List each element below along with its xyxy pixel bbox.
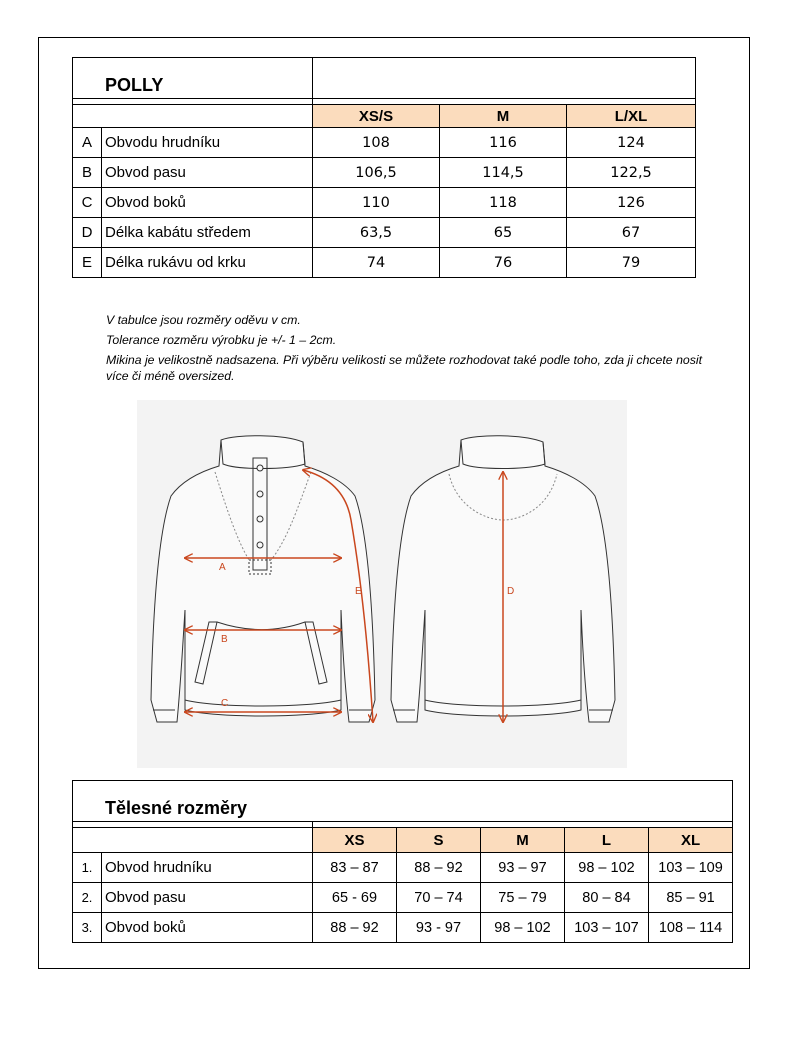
row-number: 3. (73, 913, 102, 943)
row-value: 126 (567, 188, 696, 218)
body-size-table (72, 780, 733, 943)
body-table-title: Tělesné rozměry (73, 781, 733, 822)
note-line-3: Mikina je velikostně nadsazena. Při výběru velikosti se můžete rozhodovat také podle toho, zda ji chcete nosit více či méně oversized. (106, 353, 703, 383)
size-header-xs-s: XS/S (313, 105, 440, 128)
row-label: Délka kabátu středem (102, 218, 313, 248)
row-letter: E (73, 248, 102, 278)
row-value: 80 – 84 (565, 883, 649, 913)
row-value: 122,5 (567, 158, 696, 188)
product-title: POLLY (73, 58, 313, 99)
size-header-l-xl: L/XL (567, 105, 696, 128)
size-header-s: S (397, 828, 481, 853)
row-value: 118 (440, 188, 567, 218)
row-value: 98 – 102 (565, 853, 649, 883)
row-value: 75 – 79 (481, 883, 565, 913)
row-value: 103 – 107 (565, 913, 649, 943)
garment-technical-drawing (137, 400, 627, 768)
row-letter: C (73, 188, 102, 218)
row-value: 98 – 102 (481, 913, 565, 943)
table-row (73, 248, 696, 278)
row-value: 116 (440, 128, 567, 158)
row-label: Obvod pasu (102, 883, 313, 913)
row-letter: B (73, 158, 102, 188)
row-value: 79 (567, 248, 696, 278)
row-label: Obvodu hrudníku (102, 128, 313, 158)
garment-sketch-svg (137, 400, 627, 768)
garment-size-table (72, 57, 696, 278)
table-row (73, 188, 696, 218)
row-label: Délka rukávu od krku (102, 248, 313, 278)
note-line-1: V tabulce jsou rozměry oděvu v cm. (106, 313, 301, 327)
table-row (73, 853, 733, 883)
row-label: Obvod hrudníku (102, 853, 313, 883)
row-value: 76 (440, 248, 567, 278)
row-value: 93 – 97 (481, 853, 565, 883)
title-blank-cell (313, 58, 696, 99)
row-letter: A (73, 128, 102, 158)
size-header-m: M (481, 828, 565, 853)
row-value: 124 (567, 128, 696, 158)
row-value: 88 – 92 (313, 913, 397, 943)
header-empty-cell (73, 105, 313, 128)
row-value: 108 (313, 128, 440, 158)
table-row (73, 158, 696, 188)
row-number: 1. (73, 853, 102, 883)
row-value: 83 – 87 (313, 853, 397, 883)
row-value: 88 – 92 (397, 853, 481, 883)
table-row (73, 128, 696, 158)
size-header-m: M (440, 105, 567, 128)
header-empty-cell (73, 828, 313, 853)
size-header-xl: XL (649, 828, 733, 853)
row-value: 65 - 69 (313, 883, 397, 913)
row-label: Obvod pasu (102, 158, 313, 188)
table-row (73, 913, 733, 943)
row-label: Obvod boků (102, 913, 313, 943)
table-row (73, 883, 733, 913)
measure-label-d: D (507, 586, 515, 597)
measure-label-a: A (219, 562, 226, 573)
row-value: 108 – 114 (649, 913, 733, 943)
measure-label-b: B (221, 634, 228, 645)
measure-label-c: C (221, 698, 229, 709)
row-number: 2. (73, 883, 102, 913)
row-value: 85 – 91 (649, 883, 733, 913)
row-value: 103 – 109 (649, 853, 733, 883)
row-value: 106,5 (313, 158, 440, 188)
row-value: 63,5 (313, 218, 440, 248)
row-value: 110 (313, 188, 440, 218)
measure-label-e: E (355, 586, 362, 597)
row-value: 65 (440, 218, 567, 248)
row-letter: D (73, 218, 102, 248)
table-row (73, 218, 696, 248)
row-value: 114,5 (440, 158, 567, 188)
row-value: 67 (567, 218, 696, 248)
row-value: 74 (313, 248, 440, 278)
row-label: Obvod boků (102, 188, 313, 218)
size-header-l: L (565, 828, 649, 853)
note-line-2: Tolerance rozměru výrobku je +/- 1 – 2cm. (106, 333, 337, 347)
size-header-xs: XS (313, 828, 397, 853)
row-value: 70 – 74 (397, 883, 481, 913)
row-value: 93 - 97 (397, 913, 481, 943)
size-notes (106, 312, 706, 388)
